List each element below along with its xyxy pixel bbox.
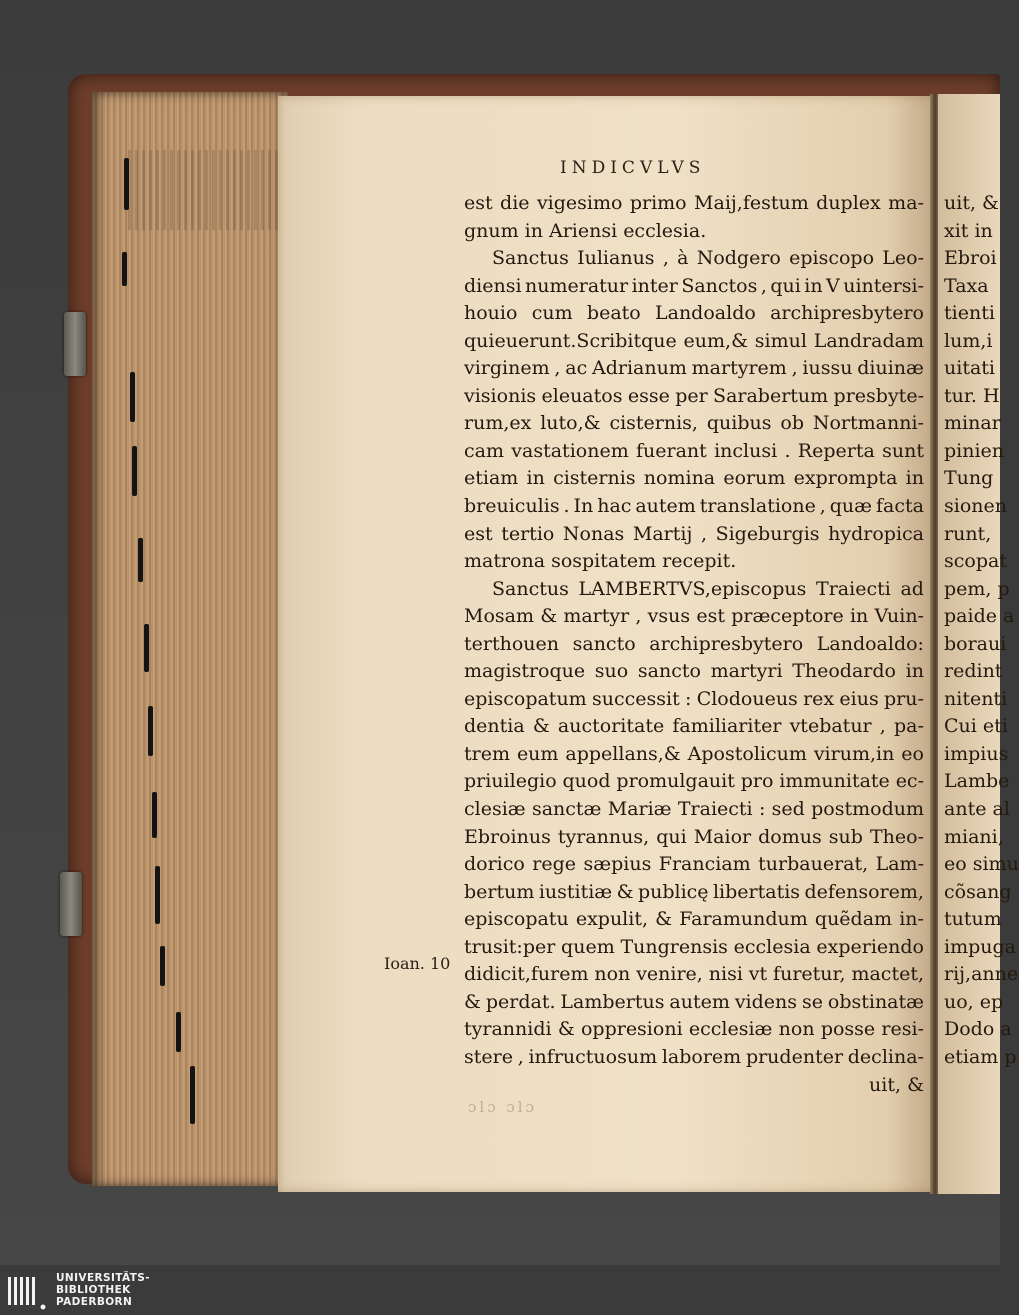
facing-text-line: impuga bbox=[944, 935, 1016, 958]
text-line: cam vastationem fuerant inclusi . Reperta sunt bbox=[464, 439, 924, 462]
facing-text-line: Lambe bbox=[944, 770, 1010, 793]
footer-bar bbox=[0, 1265, 1000, 1315]
facing-text-line: sionen bbox=[944, 495, 1007, 518]
facing-text-line: Dodo a bbox=[944, 1018, 1012, 1041]
text-line: dentia & auctoritate familiariter vtebatur , pa- bbox=[464, 715, 924, 738]
text-line: breuiculis . In hac autem translatione , quæ facta bbox=[464, 495, 924, 518]
library-logo-text bbox=[56, 1272, 150, 1308]
facing-page-text bbox=[944, 190, 1019, 1072]
facing-text-line: redint bbox=[944, 660, 1003, 683]
text-line: magistroque suo sancto martyri Theodardo in bbox=[464, 660, 924, 683]
facing-text-line: uit, & bbox=[944, 192, 999, 214]
facing-text-line: impius bbox=[944, 742, 1009, 765]
text-line: Ebroinus tyrannus, qui Maior domus sub Theo- bbox=[464, 825, 924, 848]
marginal-note: Ioan. 10 bbox=[384, 954, 451, 973]
facing-text-line: eo simu bbox=[944, 853, 1019, 876]
facing-text-line: uitati bbox=[944, 357, 995, 380]
text-line: stere , infructuosum laborem prudenter declina- bbox=[464, 1045, 924, 1068]
facing-text-line: tutum bbox=[944, 908, 1002, 931]
text-line: terthouen sancto archipresbytero Landoaldo: bbox=[464, 632, 924, 655]
text-line: Mosam & martyr , vsus est præceptore in Vuin- bbox=[464, 605, 924, 628]
index-tab bbox=[132, 446, 137, 496]
text-line: clesiæ sanctæ Mariæ Traiecti : sed postmodum bbox=[464, 798, 924, 821]
facing-text-line: nitenti bbox=[944, 687, 1008, 710]
facing-text-line: Tung bbox=[944, 467, 994, 490]
text-line: priuilegio quod promulgauit pro immunitate ec- bbox=[464, 770, 924, 793]
logo-line: UNIVERSITÄTS- bbox=[56, 1272, 151, 1284]
text-line: matrona sospitatem recepit. bbox=[464, 550, 737, 573]
facing-text-line: pinien bbox=[944, 439, 1005, 462]
metal-clasp bbox=[60, 872, 82, 936]
show-through-text: ɔlɔ ɔlɔ bbox=[468, 1098, 537, 1116]
facing-text-line: Ebroi bbox=[944, 247, 997, 270]
facing-text-line: minar bbox=[944, 412, 1001, 435]
facing-text-line: Cui eti bbox=[944, 715, 1008, 738]
text-line: uit, & bbox=[869, 1073, 924, 1096]
text-line: visionis eleuatos esse per Sarabertum presbyte- bbox=[464, 384, 924, 407]
text-line: episcopatu expulit, & Faramundum quẽdam in- bbox=[464, 908, 924, 931]
text-line: gnum in Ariensi ecclesia. bbox=[464, 219, 707, 242]
facing-text-line: boraui bbox=[944, 632, 1007, 655]
text-line: dorico rege sæpius Franciam turbauerat, Lam- bbox=[464, 853, 924, 876]
logo-line: BIBLIOTHEK bbox=[56, 1284, 131, 1296]
index-tab bbox=[124, 158, 129, 210]
text-line: diensi numeratur inter Sanctos , qui in V uintersi- bbox=[464, 274, 924, 297]
library-logo-icon bbox=[6, 1273, 46, 1311]
index-tab bbox=[148, 706, 153, 756]
text-line: rum,ex luto,& cisternis, quibus ob Nortmanni- bbox=[464, 412, 924, 435]
facing-text-line: tienti bbox=[944, 302, 995, 325]
facing-text-line: pem, p bbox=[944, 577, 1010, 600]
index-tab bbox=[130, 372, 135, 422]
text-line: didicit,furem non venire, nisi vt furetur, mactet, bbox=[464, 963, 924, 986]
facing-text-line: uo, ep bbox=[944, 990, 1004, 1013]
text-line: episcopatum successit : Clodoueus rex eius pru- bbox=[464, 687, 924, 710]
facing-text-line: xit in bbox=[944, 219, 993, 242]
index-tab bbox=[152, 792, 157, 838]
text-line: trem eum appellans,& Apostolicum virum,in eo bbox=[464, 742, 924, 765]
text-line: tyrannidi & oppresioni ecclesiæ non posse resi- bbox=[464, 1018, 924, 1041]
index-tab bbox=[190, 1066, 195, 1124]
facing-text-line: rij,anne bbox=[944, 963, 1019, 986]
text-line: & perdat. Lambertus autem videns se obstinatæ bbox=[464, 990, 924, 1013]
text-line: bertum iustitiæ & publicę libertatis defensorem, bbox=[464, 880, 924, 903]
facing-text-line: runt, bbox=[944, 522, 992, 545]
text-line: est tertio Nonas Martij , Sigeburgis hydropica bbox=[464, 522, 924, 545]
text-line: etiam in cisternis nomina eorum exprompta in bbox=[464, 467, 924, 490]
running-head: INDICVLVS bbox=[560, 158, 706, 178]
logo-line: PADERBORN bbox=[56, 1296, 133, 1308]
facing-text-line: miani, bbox=[944, 825, 1004, 848]
facing-page bbox=[938, 94, 1019, 1194]
metal-clasp bbox=[64, 312, 86, 376]
facing-text-line: ante al bbox=[944, 798, 1010, 821]
index-tab bbox=[155, 866, 160, 924]
text-line: Sanctus Iulianus , à Nodgero episcopo Leo- bbox=[492, 247, 924, 270]
text-line: houio cum beato Landoaldo archipresbytero bbox=[464, 302, 924, 325]
text-line: Sanctus LAMBERTVS,episcopus Traiecti ad bbox=[492, 577, 924, 600]
facing-text-line: paide a bbox=[944, 605, 1015, 628]
text-line: trusit:per quem Tungrensis ecclesia experiendo bbox=[464, 935, 924, 958]
facing-text-line: cõsang bbox=[944, 880, 1012, 903]
text-line: virginem , ac Adrianum martyrem , iussu diuinæ bbox=[464, 357, 924, 380]
facing-text-line: lum,i bbox=[944, 329, 993, 352]
fore-edge-ink-stain bbox=[128, 150, 288, 230]
index-tab bbox=[176, 1012, 181, 1052]
text-line: est die vigesimo primo Maij,festum duplex ma- bbox=[464, 192, 924, 214]
page-body-text bbox=[464, 190, 924, 1099]
facing-text-line: etiam p bbox=[944, 1045, 1017, 1068]
index-tab bbox=[144, 624, 149, 672]
facing-text-line: tur. H bbox=[944, 384, 1000, 407]
facing-text-line: scopat bbox=[944, 550, 1007, 573]
text-line: quieuerunt.Scribitque eum,& simul Landradam bbox=[464, 329, 924, 352]
index-tab bbox=[122, 252, 127, 286]
index-tab bbox=[138, 538, 143, 582]
facing-text-line: Taxa bbox=[944, 274, 989, 297]
index-tab bbox=[160, 946, 165, 986]
